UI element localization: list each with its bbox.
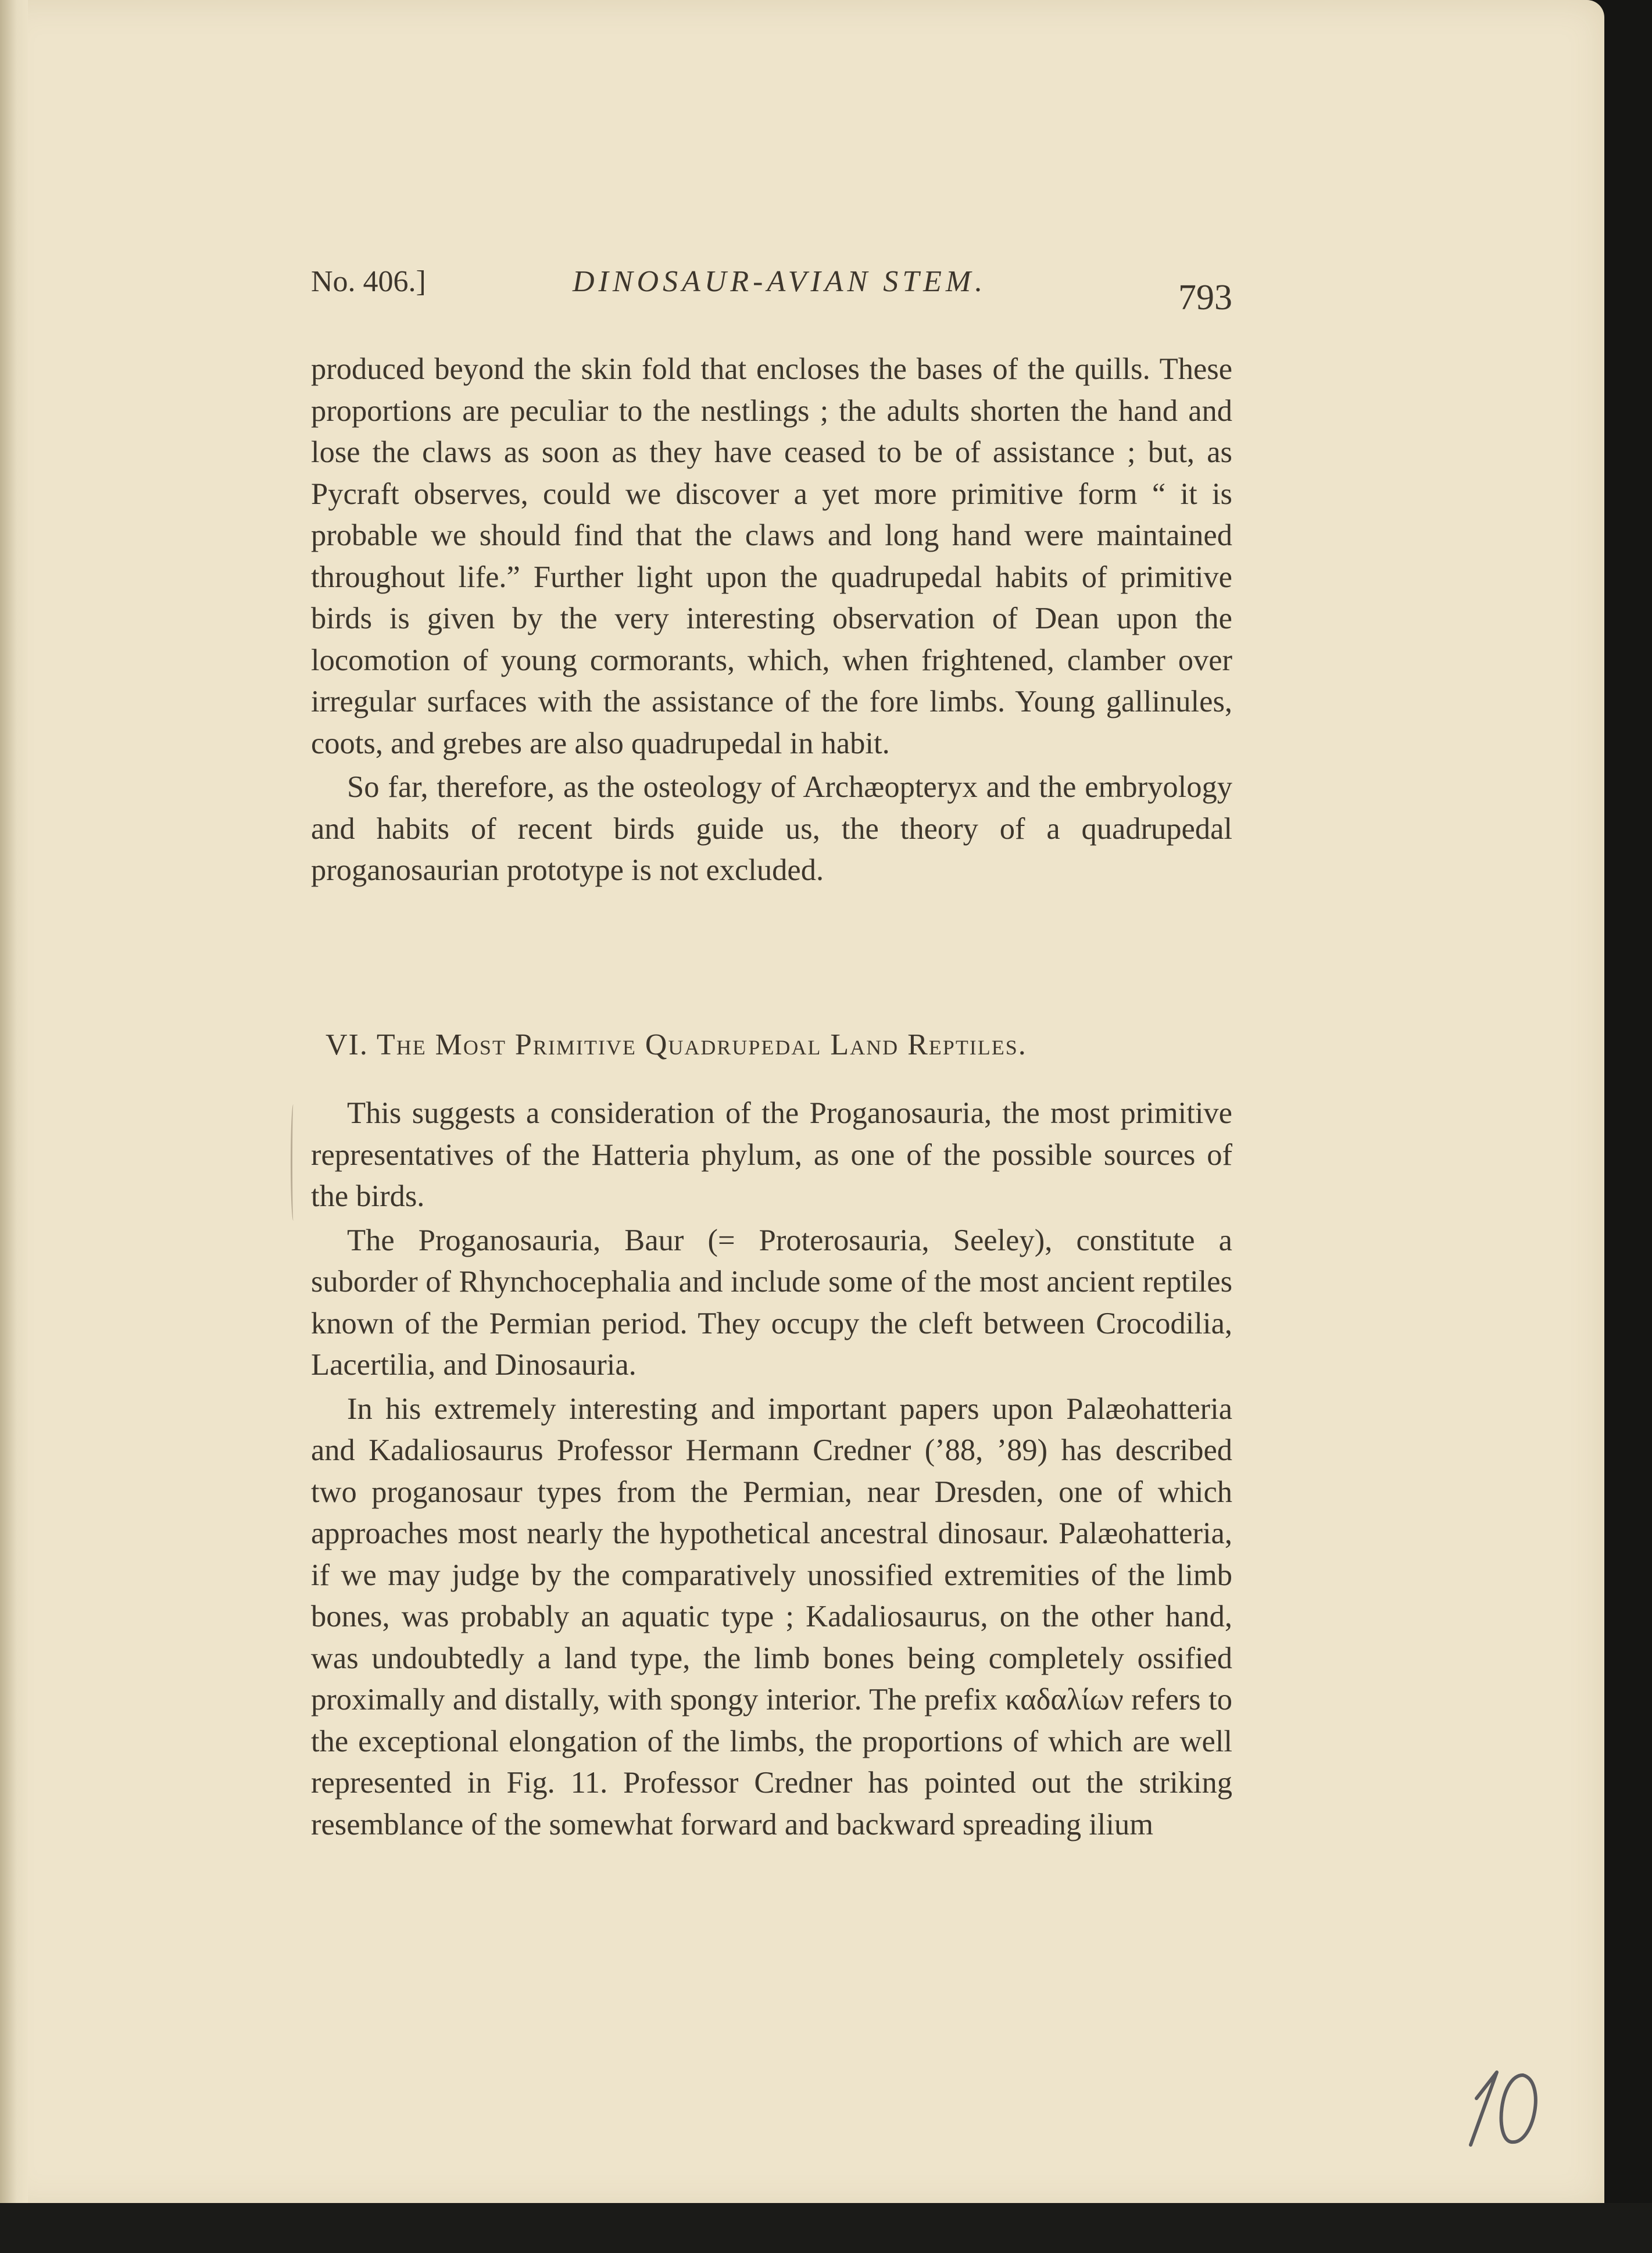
page-number: 793: [1178, 278, 1232, 317]
journal-number: No. 406.]: [311, 265, 426, 298]
running-head: [311, 264, 1232, 317]
running-title: DINOSAUR-AVIAN STEM.: [573, 265, 987, 298]
pencil-margin-mark: [291, 1104, 296, 1221]
binding-edge: [0, 0, 28, 2209]
section-heading: VI. The Most Primitive Quadrupedal Land Reptiles.: [326, 1028, 1027, 1061]
handwritten-folio-number: [1453, 2058, 1558, 2157]
paragraph: In his extremely interesting and important papers upon Palæohatteria and Kadaliosaurus Professor Hermann Credner (’88, ’89) has described two proganosaur types from the Permian, near Dresden, one of which approaches most nearly the hypothetical ancestral dinosaur. Palæohatteria, if we may judge by the comparatively unossified extremities of the limb bones, was probably an aquatic type ; Kadaliosaurus, on the other hand, was undoubtedly a land type, the limb bones being completely ossified proximally and distally, with spongy interior. The prefix καδαλίων refers to the exceptional elongation of the limbs, the proportions of which are well represented in Fig. 11. Professor Credner has pointed out the striking resemblance of the somewhat forward and backward spreading ilium: [311, 1392, 1232, 1841]
text-block-top: [311, 349, 1232, 892]
scan-background: [0, 2203, 1652, 2253]
paragraph: This suggests a consideration of the Proganosauria, the most primitive representatives of the Hatteria phylum, as one of the possible sources of the birds.: [311, 1096, 1232, 1213]
text-block-bottom: [311, 1093, 1232, 1846]
paragraph: The Proganosauria, Baur (= Proterosauria, Seeley), constitute a suborder of Rhynchocephalia and include some of the most ancient reptiles known of the Permian period. They occupy the cleft between Crocodilia, Lacertilia, and Dinosauria.: [311, 1223, 1232, 1382]
paragraph: produced beyond the skin fold that encloses the bases of the quills. These proportions are peculiar to the nestlings ; the adults shorten the hand and lose the claws as soon as they have ceased to be of assistance ; but, as Pycraft observes, could we discover a yet more primitive form “ it is probable we should find that the claws and long hand were maintained throughout life.” Further light upon the quadrupedal habits of primitive birds is given by the very interesting observation of Dean upon the locomotion of young cormorants, which, when frightened, clamber over irregular surfaces with the assistance of the fore limbs. Young gallinules, coots, and grebes are also quadrupedal in habit.: [311, 352, 1232, 760]
paragraph: So far, therefore, as the osteology of Archæopteryx and the embryology and habits of recent birds guide us, the theory of a quadrupedal proganosaurian prototype is not excluded.: [311, 770, 1232, 887]
